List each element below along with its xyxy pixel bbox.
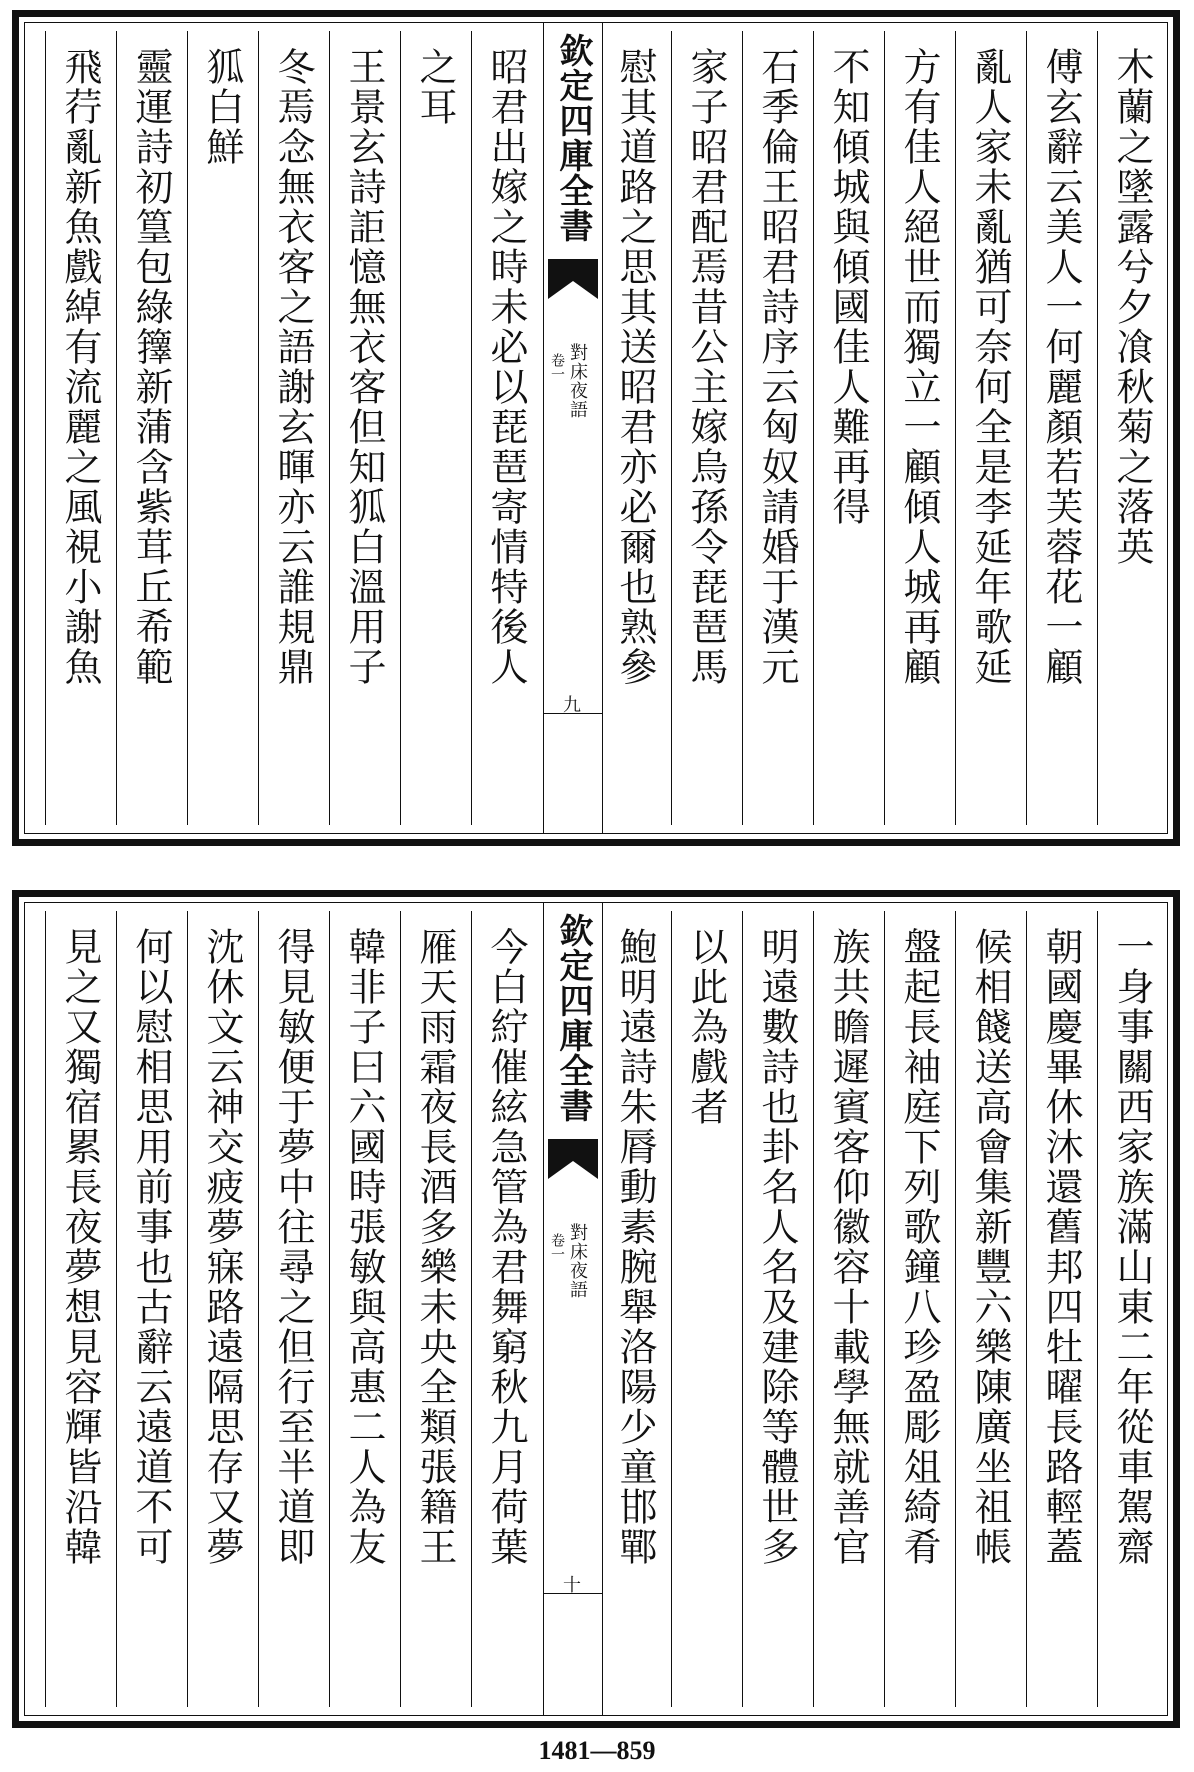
text-column: 候相餞送高會集新豐六樂陳廣坐祖帳 — [968, 927, 1012, 1567]
column-rule — [884, 31, 885, 825]
text-column: 石季倫王昭君詩序云匈奴請婚于漢元 — [755, 47, 799, 687]
text-column: 慰其道路之思其送昭君亦必爾也熟參 — [613, 47, 657, 687]
bottom-page-panel — [12, 890, 1180, 1728]
chapter-title: 對床夜語 — [567, 343, 588, 419]
leaf-number: 九 — [563, 695, 581, 716]
book-title: 欽定四庫全書 — [553, 33, 593, 243]
text-column: 飛荇亂新魚戲綽有流麗之風視小謝魚 — [58, 47, 102, 687]
text-column: 盤起長袖庭下列歌鐘八珍盈彫俎綺肴 — [897, 927, 941, 1567]
text-column: 沈休文云神交疲夢寐路遠隔思存又夢 — [200, 927, 244, 1567]
page-number: 1481—859 — [538, 1736, 656, 1765]
text-column: 韓非子曰六國時張敏與高惠二人為友 — [342, 927, 386, 1567]
text-column: 明遠數詩也卦名人名及建除等體世多 — [755, 927, 799, 1567]
chapter-title: 對床夜語 — [567, 1223, 588, 1299]
text-column: 一身事關西家族滿山東二年從車駕齋 — [1110, 927, 1154, 1567]
column-rule — [116, 911, 117, 1707]
text-column: 狐白鮮 — [200, 47, 244, 167]
column-rule — [813, 31, 814, 825]
text-column: 之耳 — [413, 47, 457, 127]
center-fold-strip — [543, 23, 603, 833]
text-column: 亂人家未亂猶可奈何全是李延年歌延 — [968, 47, 1012, 687]
column-rule — [813, 911, 814, 1707]
text-column: 見之又獨宿累長夜夢想見容輝皆沿韓 — [58, 927, 102, 1567]
text-column: 方有佳人絕世而獨立一顧傾人城再顧 — [897, 47, 941, 687]
column-rule — [1097, 911, 1098, 1707]
fishtail-mark-icon — [548, 259, 598, 299]
column-rule — [187, 31, 188, 825]
top-page-panel — [12, 10, 1180, 846]
text-column: 雁天雨霜夜長酒多樂未央全類張籍王 — [413, 927, 457, 1567]
column-rule — [884, 911, 885, 1707]
column-rule — [671, 911, 672, 1707]
text-column: 何以慰相思用前事也古辭云遠道不可 — [129, 927, 173, 1567]
text-column: 王景玄詩詎憶無衣客但知狐白溫用子 — [342, 47, 386, 687]
leaf-number: 十 — [563, 1575, 581, 1596]
column-rule — [1097, 31, 1098, 825]
column-rule — [1026, 911, 1027, 1707]
column-rule — [400, 31, 401, 825]
column-rule — [45, 31, 46, 825]
column-rule — [45, 911, 46, 1707]
column-rule — [258, 911, 259, 1707]
text-column: 冬焉念無衣客之語謝玄暉亦云誰規鼎 — [271, 47, 315, 687]
fishtail-mark-icon — [548, 1139, 598, 1179]
column-rule — [116, 31, 117, 825]
column-rule — [742, 31, 743, 825]
column-rule — [1026, 31, 1027, 825]
text-column: 鮑明遠詩朱脣動素腕舉洛陽少童邯鄲 — [613, 927, 657, 1567]
text-column: 家子昭君配焉昔公主嫁烏孫令琵琶馬 — [684, 47, 728, 687]
text-column: 以此為戲者 — [684, 927, 728, 1127]
column-rule — [258, 31, 259, 825]
book-title: 欽定四庫全書 — [553, 913, 593, 1123]
text-column: 得見敏便于夢中往尋之但行至半道即 — [271, 927, 315, 1567]
column-rule — [955, 911, 956, 1707]
text-column: 不知傾城與傾國佳人難再得 — [826, 47, 870, 527]
text-column: 靈運詩初篁包綠籜新蒲含紫茸丘希範 — [129, 47, 173, 687]
juan-label: 卷一 — [549, 353, 565, 381]
column-rule — [329, 911, 330, 1707]
column-rule — [742, 911, 743, 1707]
text-column: 傅玄辭云美人一何麗顏若芙蓉花一顧 — [1039, 47, 1083, 687]
text-column: 昭君出嫁之時未必以琵琶寄情特後人 — [484, 47, 528, 687]
text-column: 族共瞻遲賓客仰徽容十載學無就善官 — [826, 927, 870, 1567]
column-rule — [187, 911, 188, 1707]
text-column: 木蘭之墜露兮夕飡秋菊之落英 — [1110, 47, 1154, 567]
column-rule — [955, 31, 956, 825]
text-column: 朝國慶畢休沐還舊邦四牡曜長路輕蓋 — [1039, 927, 1083, 1567]
column-rule — [671, 31, 672, 825]
column-rule — [400, 911, 401, 1707]
column-rule — [329, 31, 330, 825]
center-fold-strip — [543, 903, 603, 1715]
column-rule — [471, 911, 472, 1707]
juan-label: 卷一 — [549, 1233, 565, 1261]
column-rule — [471, 31, 472, 825]
text-column: 今白紵催絃急管為君舞窮秋九月荷葉 — [484, 927, 528, 1567]
